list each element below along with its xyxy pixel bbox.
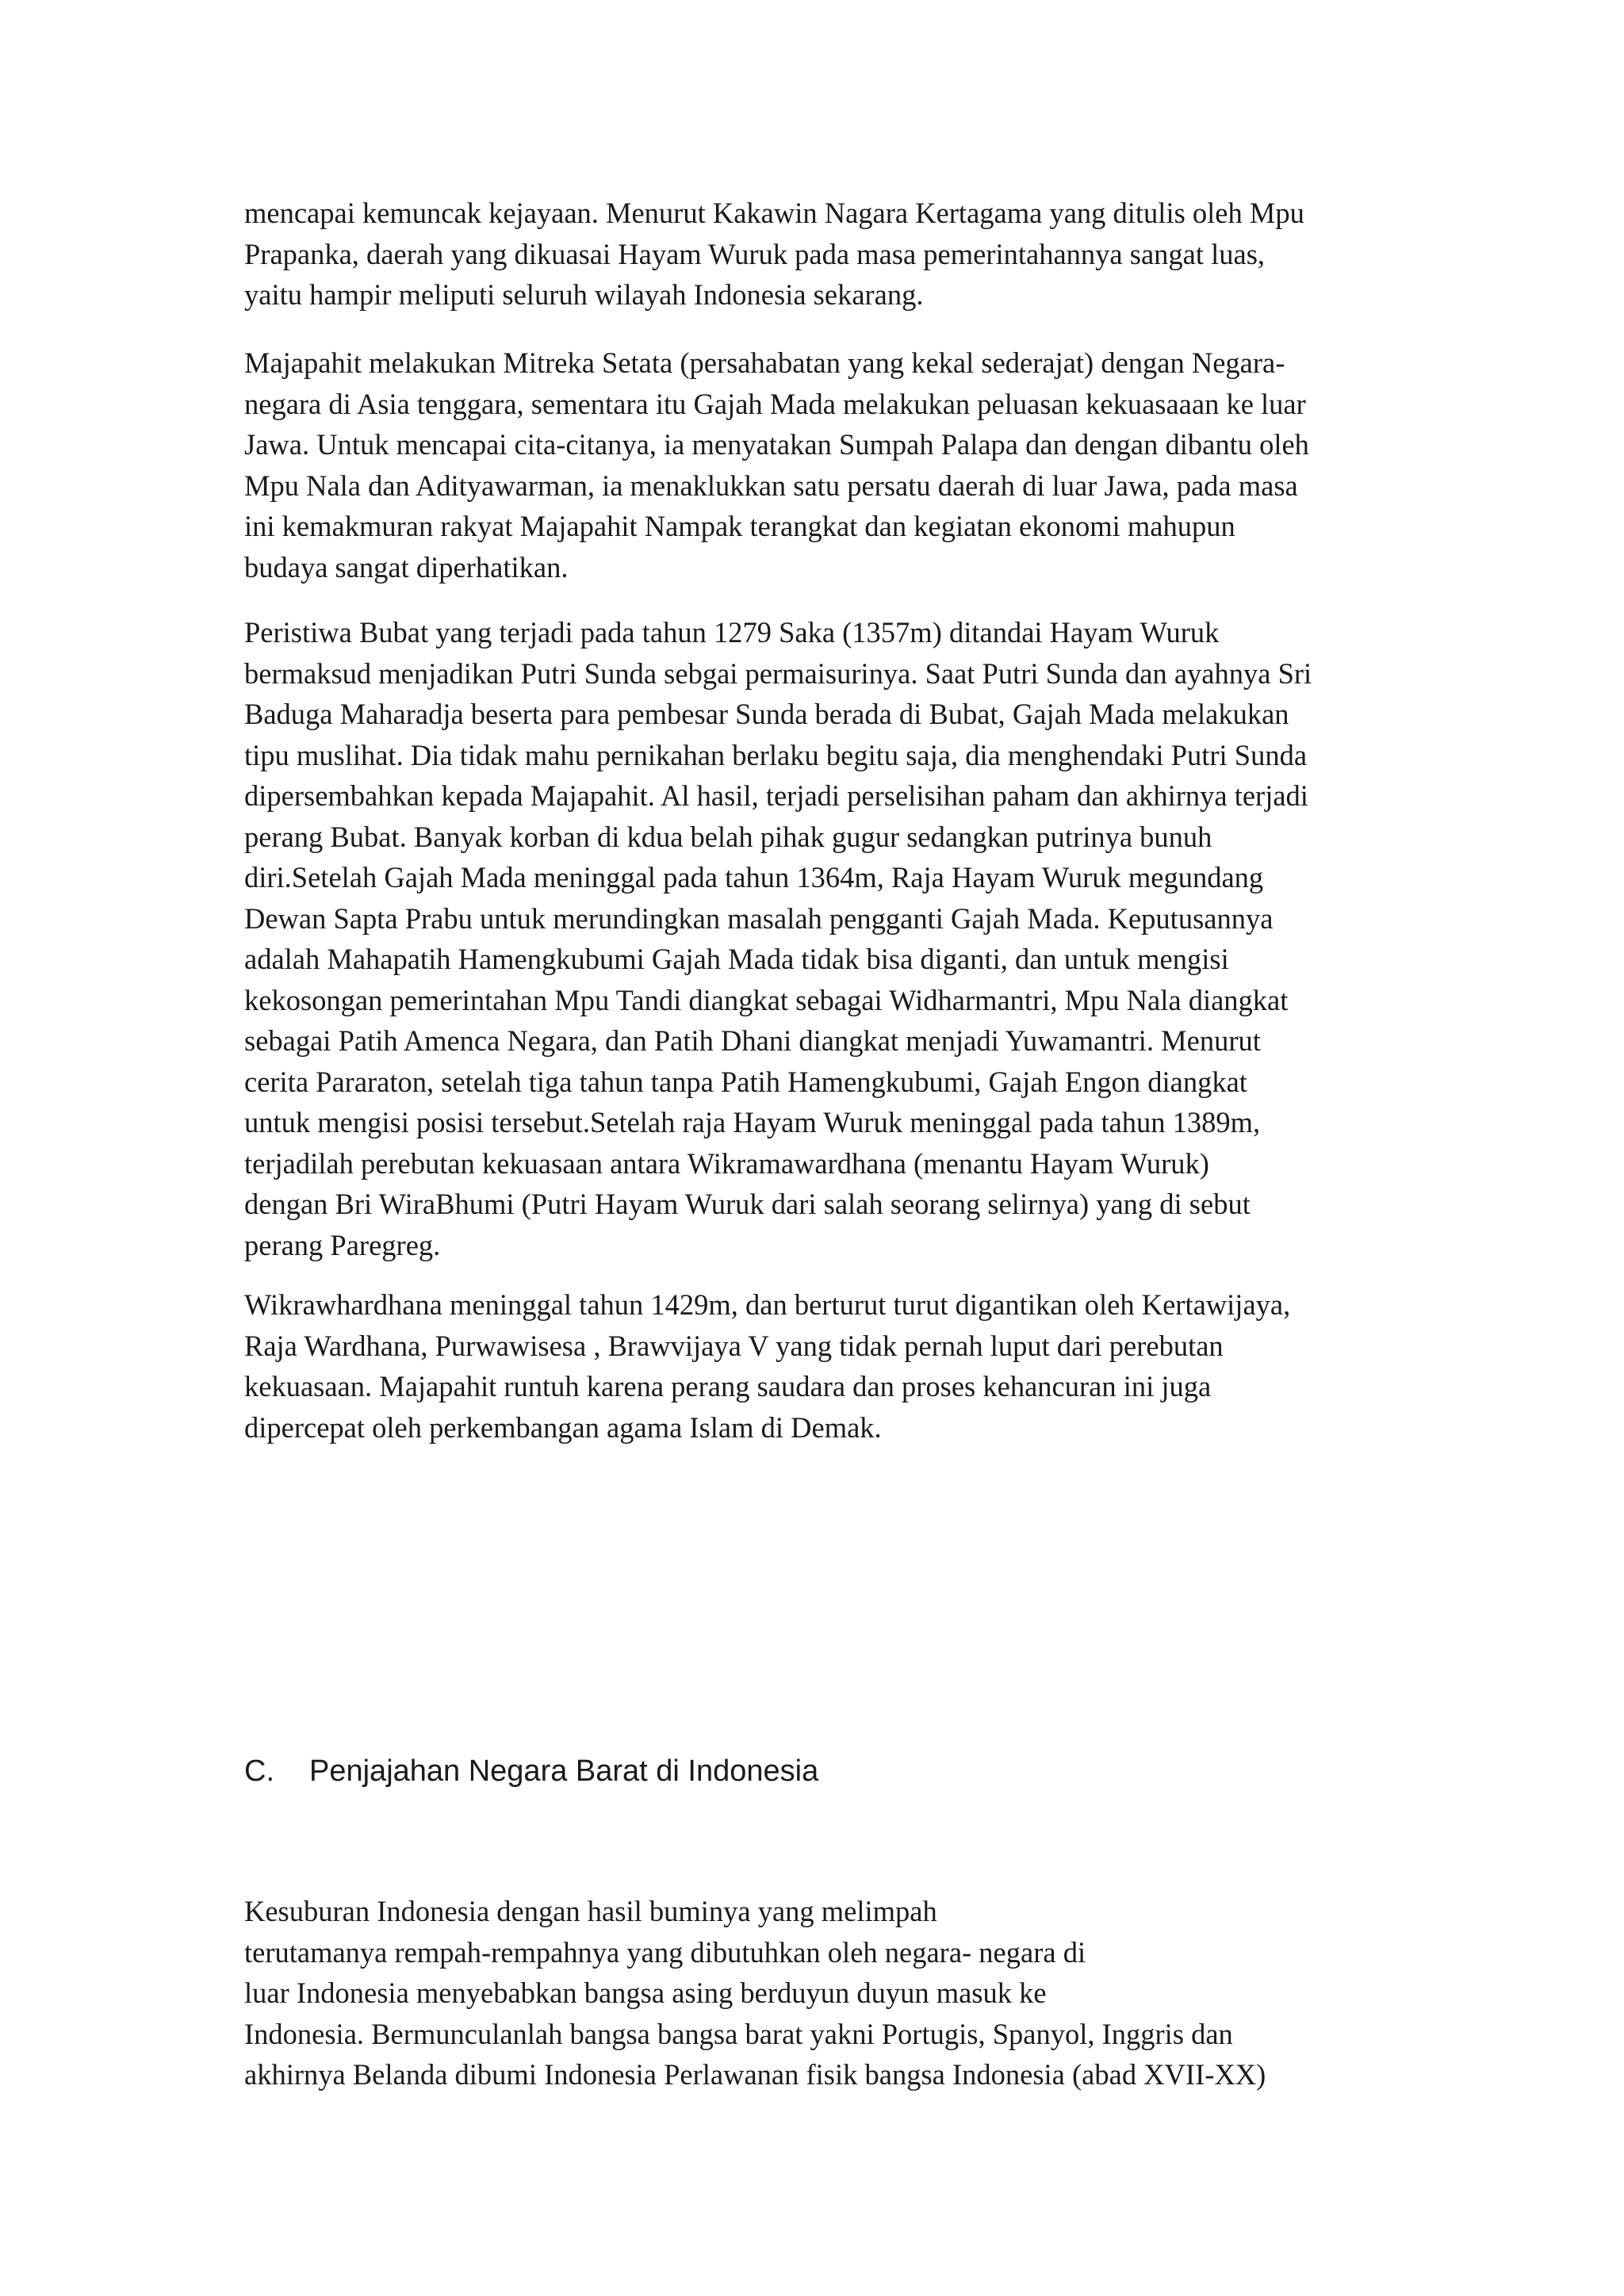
paragraph-line: dipersembahkan kepada Majapahit. Al hasil, terjadi perselisihan paham dan akhirnya terjadi [244,779,1308,812]
section-number: C. [244,1755,274,1788]
paragraph-5 [244,1891,1418,2095]
paragraph-2 [244,342,1418,587]
section-title: Penjajahan Negara Barat di Indonesia [309,1755,819,1788]
section-heading [244,1751,818,1792]
paragraph-line: untuk mengisi posisi tersebut.Setelah raja Hayam Wuruk meninggal pada tahun 1389m, [244,1106,1261,1138]
paragraph-line: dipercepat oleh perkembangan agama Islam di Demak. [244,1410,882,1444]
paragraph-line: dengan Bri WiraBhumi (Putri Hayam Wuruk dari salah seorang selirnya) yang di sebut [244,1188,1251,1220]
paragraph-line: kekuasaan. Majapahit runtuh karena perang saudara dan proses kehancuran ini juga [244,1370,1212,1402]
paragraph-1 [244,193,1418,316]
paragraph-line: budaya sangat diperhatikan. [244,550,569,584]
paragraph-line: negara di Asia tenggara, sementara itu Gajah Mada melakukan peluasan kekuasaaan ke luar [244,387,1306,420]
paragraph-line: mencapai kemuncak kejayaan. Menurut Kakawin Nagara Kertagama yang ditulis oleh Mpu [244,197,1304,229]
paragraph-line: Prapanka, daerah yang dikuasai Hayam Wuruk pada masa pemerintahannya sangat luas, [244,237,1266,270]
paragraph-line: luar Indonesia menyebabkan bangsa asing berduyun duyun masuk ke [244,1976,1047,2009]
paragraph-line: Dewan Sapta Prabu untuk merundingkan masalah pengganti Gajah Mada. Keputusannya [244,901,1274,935]
paragraph-3 [244,612,1418,1265]
paragraph-line: terjadilah perebutan kekuasaan antara Wikramawardhana (menantu Hayam Wuruk) [244,1146,1209,1180]
paragraph-line: Raja Wardhana, Purwawisesa , Brawvijaya V yang tidak pernah luput dari perebutan [244,1329,1224,1362]
paragraph-line: bermaksud menjadikan Putri Sunda sebgai permaisurinya. Saat Putri Sunda dan ayahnya Sri [244,656,1312,690]
paragraph-line: kekosongan pemerintahan Mpu Tandi diangkat sebagai Widharmantri, Mpu Nala diangkat [244,983,1289,1016]
paragraph-line: cerita Pararaton, setelah tiga tahun tanpa Patih Hamengkubumi, Gajah Engon diangkat [244,1065,1247,1098]
paragraph-4 [244,1284,1418,1448]
paragraph-line: Kesuburan Indonesia dengan hasil buminya yang melimpah [244,1895,937,1927]
paragraph-line: Indonesia. Bermunculanlah bangsa bangsa barat yakni Portugis, Spanyol, Inggris dan [244,2017,1233,2050]
paragraph-line: perang Bubat. Banyak korban di kdua belah pihak gugur sedangkan putrinya bunuh [244,820,1212,853]
paragraph-line: Jawa. Untuk mencapai cita-citanya, ia menyatakan Sumpah Palapa dan dengan dibantu oleh [244,428,1309,461]
paragraph-line: terutamanya rempah-rempahnya yang dibutuhkan oleh negara- negara di [244,1935,1086,1969]
paragraph-line: ini kemakmuran rakyat Majapahit Nampak terangkat dan kegiatan ekonomi mahupun [244,510,1235,542]
paragraph-line: Mpu Nala dan Adityawarman, ia menaklukkan satu persatu daerah di luar Jawa, pada masa [244,469,1298,502]
paragraph-line: Baduga Maharadja beserta para pembesar Sunda berada di Bubat, Gajah Mada melakukan [244,698,1289,730]
paragraph-line: Majapahit melakukan Mitreka Setata (persahabatan yang kekal sederajat) dengan Negara- [244,346,1285,379]
paragraph-line: diri.Setelah Gajah Mada meninggal pada tahun 1364m, Raja Hayam Wuruk megundang [244,861,1264,894]
paragraph-line: sebagai Patih Amenca Negara, dan Patih Dhani diangkat menjadi Yuwamantri. Menurut [244,1024,1261,1057]
paragraph-line: yaitu hampir meliputi seluruh wilayah Indonesia sekarang. [244,278,924,311]
paragraph-line: perang Paregreg. [244,1228,441,1261]
paragraph-line: Wikrawhardhana meninggal tahun 1429m, dan berturut turut digantikan oleh Kertawijaya, [244,1288,1291,1321]
paragraph-line: akhirnya Belanda dibumi Indonesia Perlawanan fisik bangsa Indonesia (abad XVII-XX) [244,2058,1266,2091]
paragraph-line: adalah Mahapatih Hamengkubumi Gajah Mada tidak bisa diganti, dan untuk mengisi [244,943,1229,975]
paragraph-line: tipu muslihat. Dia tidak mahu pernikahan berlaku begitu saja, dia menghendaki Putri Sunda [244,738,1308,771]
paragraph-line: Peristiwa Bubat yang terjadi pada tahun 1279 Saka (1357m) ditandai Hayam Wuruk [244,616,1220,649]
